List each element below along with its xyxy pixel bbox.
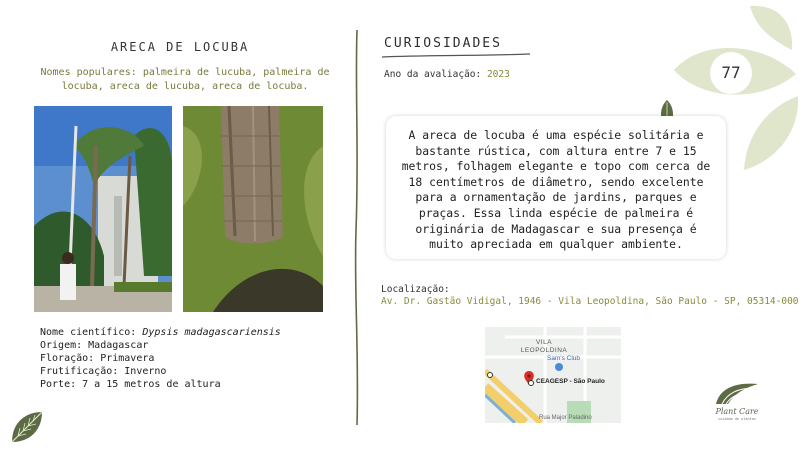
plant-details bbox=[40, 326, 281, 391]
popular-names: Nomes populares: palmeira de lucuba, palmeira de locuba, areca de lucuba, areca de locuba. bbox=[40, 67, 330, 92]
curiosities-card: A areca de locuba é uma espécie solitária e bastante rústica, com altura entre 7 e 15 metros, folhagem elegante e topo com cerca de 18 centímetros de diâmetro, sendo excelente para a ornamentação de jardins, parques e praças. Essa linda espécie de palmeira é originária de Madagascar e sua presença é muito apreciada em qualquer ambiente. bbox=[386, 116, 726, 259]
title-underline bbox=[382, 53, 530, 59]
brand-subtitle: cuidado de plantas bbox=[718, 417, 756, 421]
fruiting-row: Frutificação: Inverno bbox=[40, 366, 167, 377]
palm-photo-2 bbox=[183, 106, 323, 312]
leaf-icon-bottom-left bbox=[8, 408, 46, 446]
location-address: Av. Dr. Gastão Vidigal, 1946 - Vila Leopoldina, São Paulo - SP, 05314-000 bbox=[381, 296, 799, 307]
location-label: Localização: bbox=[381, 284, 450, 295]
divider-line bbox=[352, 30, 362, 425]
page-number-badge: 77 bbox=[710, 52, 752, 94]
palm-photo-1 bbox=[34, 106, 172, 312]
flowering-row: Floração: Primavera bbox=[40, 353, 155, 364]
evaluation-year: Ano da avaliação: 2023 bbox=[384, 69, 510, 80]
map-street-label: Rua Major Paladino bbox=[539, 415, 592, 421]
year-value: 2023 bbox=[486, 69, 510, 80]
map-area-label: VILA LEOPOLDINA bbox=[520, 339, 568, 354]
brand-name: Plant Care bbox=[715, 407, 759, 416]
species-title: ARECA DE LOCUBA bbox=[110, 40, 250, 54]
map-pin-label: CEAGESP - São Paulo bbox=[536, 378, 605, 385]
size-row: Porte: 7 a 15 metros de altura bbox=[40, 379, 221, 390]
map-poi-label: Sam's Club bbox=[547, 355, 581, 362]
scientific-name: Dypsis madagascariensis bbox=[142, 327, 281, 338]
location-map[interactable] bbox=[485, 327, 621, 423]
origin-row: Origem: Madagascar bbox=[40, 340, 149, 351]
curiosities-title: CURIOSIDADES bbox=[384, 36, 502, 51]
leaf-shape bbox=[750, 6, 792, 50]
leaf-shape bbox=[744, 96, 798, 170]
plant-care-logo-icon bbox=[714, 380, 760, 406]
scientific-name-row: Nome científico: Dypsis madagascariensis bbox=[40, 327, 281, 338]
